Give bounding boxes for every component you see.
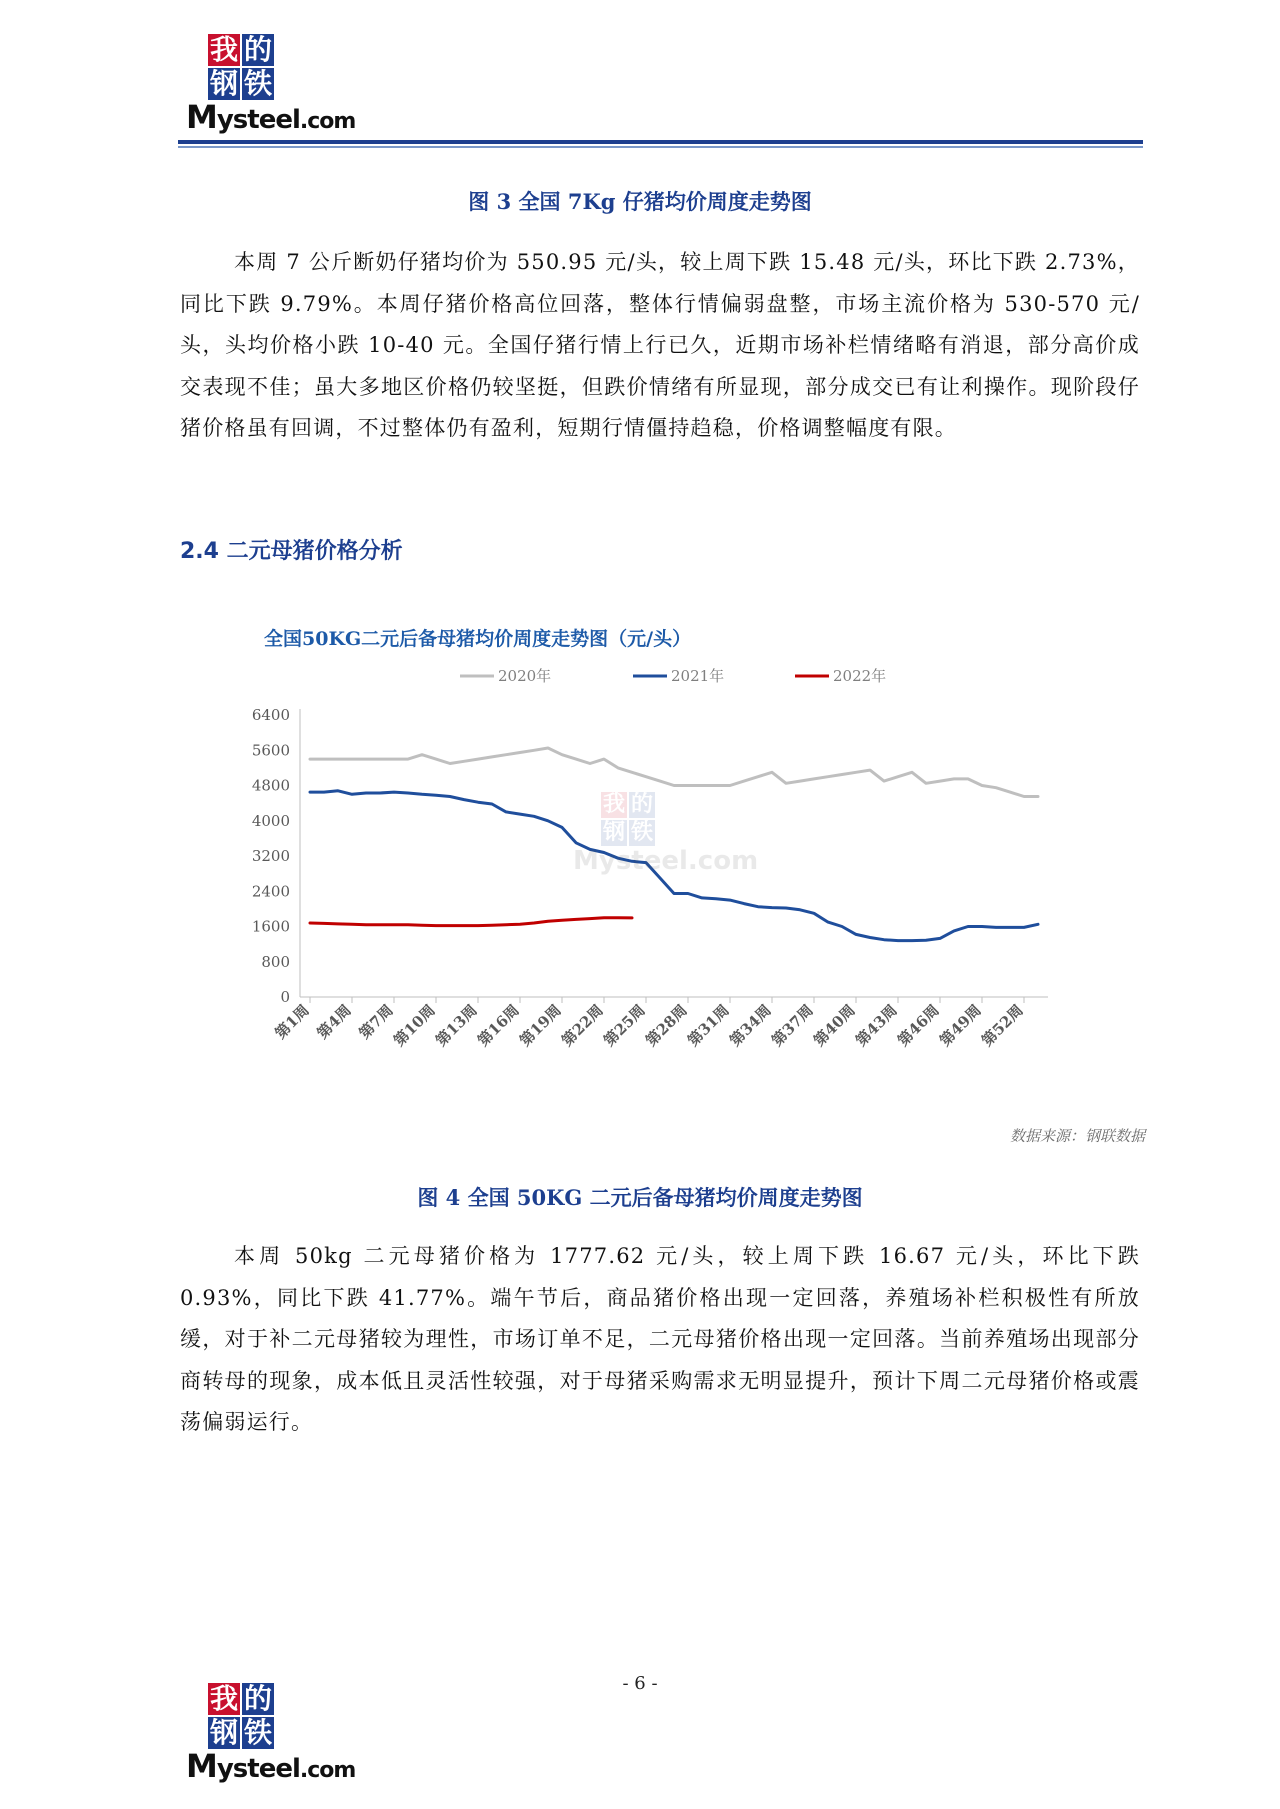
- x-tick-label: 第52周: [978, 1001, 1027, 1050]
- watermark-char-de: 的: [630, 792, 653, 817]
- x-tick-label: 第43周: [852, 1001, 901, 1050]
- x-tick-label: 第46周: [894, 1001, 943, 1050]
- y-tick-label: 1600: [251, 917, 290, 936]
- x-tick-label: 第40周: [810, 1001, 859, 1050]
- watermark-wordmark-m: M: [573, 846, 599, 876]
- watermark-wordmark-suffix: .com: [687, 846, 759, 876]
- x-tick-label: 第34周: [726, 1001, 775, 1050]
- logo-char-wo: 我: [209, 1682, 238, 1715]
- logo-wordmark-rest: ysteel: [216, 1754, 300, 1784]
- watermark-wordmark-rest: ysteel: [598, 846, 688, 876]
- logo-char-de: 的: [243, 1682, 272, 1715]
- legend-label: 2021年: [671, 667, 725, 685]
- mysteel-logo: [186, 33, 356, 136]
- x-tick-label: 第37周: [768, 1001, 817, 1050]
- logo-char-gang: 钢: [209, 1716, 238, 1749]
- logo-wordmark-suffix: .com: [299, 109, 356, 134]
- x-tick-label: 第31周: [684, 1001, 733, 1050]
- logo-char-tie: 铁: [243, 1716, 272, 1749]
- figure4-paragraph: 本周 50kg 二元母猪价格为 1777.62 元/头，较上周下跌 16.67 元/头，环比下跌 0.93%，同比下跌 41.77%。端午节后，商品猪价格出现一定回落，养殖场补栏积极性有所放缓，对于补二元母猪较为理性，市场订单不足，二元母猪价格出现一定回落。当前养殖场出现部分商转母的现象，成本低且灵活性较强，对于母猪采购需求无明显提升，预计下周二元母猪价格或震荡偏弱运行。: [180, 1244, 1140, 1435]
- logo-wordmark: [186, 1747, 355, 1785]
- mysteel-logo-footer: [186, 1682, 356, 1785]
- logo-char-de: 的: [243, 33, 272, 66]
- legend-label: 2020年: [498, 667, 552, 685]
- watermark-char-wo: 我: [602, 792, 625, 817]
- logo-wordmark: [186, 98, 355, 136]
- watermark-wordmark: [573, 846, 758, 876]
- series-line-1: [310, 748, 1038, 797]
- x-tick-label: 第1周: [271, 1001, 313, 1043]
- y-tick-label: 3200: [251, 847, 290, 865]
- x-tick-label: 第16周: [474, 1001, 523, 1050]
- chart-title: 全国50KG二元后备母猪均价周度走势图（元/头）: [264, 628, 692, 650]
- x-tick-label: 第22周: [558, 1001, 607, 1050]
- header-divider: [178, 140, 1143, 144]
- watermark-char-tie: 铁: [630, 820, 653, 845]
- logo-wordmark-m: M: [186, 1747, 217, 1785]
- y-tick-label: 5600: [251, 741, 290, 760]
- figure3-paragraph: 本周 7 公斤断奶仔猪均价为 550.95 元/头，较上周下跌 15.48 元/头，环比下跌 2.73%，同比下跌 9.79%。本周仔猪价格高位回落，整体行情偏弱盘整，市场主流价格为 530-570 元/头，头均价格小跌 10-40 元。全国仔猪行情上行已久，近期市场补栏情绪略有消退，部分高价成交表现不佳；虽大多地区价格仍较坚挺，但跌价情绪有所显现，部分成交已有让利操作。现阶段仔猪价格虽有回调，不过整体仍有盈利，短期行情僵持趋稳，价格调整幅度有限。: [180, 250, 1140, 441]
- y-tick-label: 6400: [251, 706, 290, 724]
- logo-wordmark-suffix: .com: [299, 1758, 356, 1783]
- logo-char-wo: 我: [209, 33, 238, 66]
- logo-wordmark-rest: ysteel: [216, 105, 300, 135]
- header-divider-light: [178, 146, 1143, 148]
- page-number: - 6 -: [622, 1673, 658, 1694]
- series-line-3: [310, 918, 632, 926]
- logo-char-gang: 钢: [209, 67, 238, 100]
- y-tick-label: 800: [261, 952, 290, 971]
- figure3-caption: 图 3 全国 7Kg 仔猪均价周度走势图: [468, 189, 812, 214]
- x-tick-label: 第7周: [355, 1001, 397, 1043]
- figure4-caption: 图 4 全国 50KG 二元后备母猪均价周度走势图: [417, 1185, 863, 1210]
- legend-label: 2022年: [833, 667, 887, 685]
- x-tick-label: 第19周: [516, 1001, 565, 1050]
- x-tick-label: 第28周: [642, 1001, 691, 1050]
- y-tick-label: 4800: [251, 776, 290, 795]
- x-tick-label: 第25周: [600, 1001, 649, 1050]
- x-tick-label: 第49周: [936, 1001, 985, 1050]
- watermark-char-gang: 钢: [602, 820, 625, 845]
- y-tick-label: 2400: [251, 882, 290, 901]
- y-tick-label: 4000: [251, 811, 290, 830]
- x-tick-label: 第13周: [432, 1001, 481, 1050]
- logo-char-tie: 铁: [243, 67, 272, 100]
- x-tick-label: 第4周: [313, 1001, 355, 1043]
- section-heading: 2.4 二元母猪价格分析: [180, 539, 403, 564]
- x-tick-label: 第10周: [390, 1001, 439, 1050]
- y-tick-label: 0: [280, 988, 290, 1006]
- logo-wordmark-m: M: [186, 98, 217, 136]
- data-source: 数据来源：钢联数据: [1009, 1127, 1145, 1145]
